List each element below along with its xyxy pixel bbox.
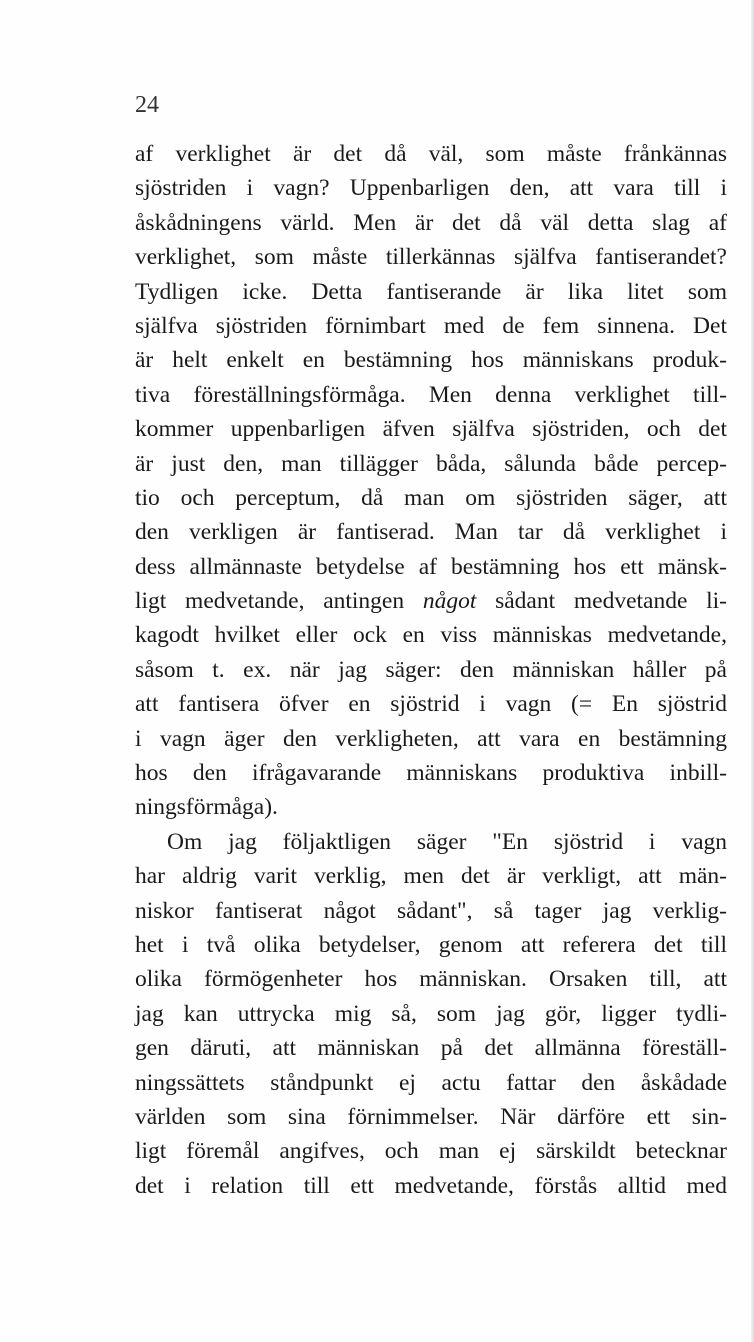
text-line: het i två olika betydelser, genom att referera det till: [135, 931, 727, 958]
paragraph-start: Om jag följaktligen säger "En sjöstrid i vagn: [167, 828, 727, 855]
text-line: af verklighet är det då väl, som måste frånkännas: [135, 141, 727, 167]
text-line: ligt föremål angifves, och man ej särskildt betecknar: [135, 1138, 727, 1165]
text-line: sjöstriden i vagn? Uppenbarligen den, att vara till i: [135, 175, 727, 202]
text-line: jag kan uttrycka mig så, som jag gör, ligger tydli-: [135, 1000, 727, 1027]
text-line: dess allmännaste betydelse af bestämning hos ett mänsk-: [135, 553, 727, 580]
line-suffix: sådant medvetande li-: [476, 588, 727, 615]
text-line: har aldrig varit verklig, men det är verkligt, att män-: [135, 863, 727, 890]
page-number: 24: [135, 92, 159, 118]
text-line: världen som sina förnimmelser. När därföre ett sin-: [135, 1103, 727, 1130]
text-line: tiva föreställningsförmåga. Men denna verklighet till-: [135, 381, 727, 408]
text-line: hos den ifrågavarande människans produktiva inbill-: [135, 760, 727, 787]
text-line: kommer uppenbarligen äfven själfva sjöstriden, och det: [135, 416, 727, 443]
text-line: såsom t. ex. när jag säger: den människan håller på: [135, 656, 727, 683]
text-line: i vagn äger den verkligheten, att vara en bestämning: [135, 725, 727, 752]
text-line: är helt enkelt en bestämning hos människans produk-: [135, 347, 727, 374]
body-text: [135, 137, 727, 1203]
text-line-with-emphasis: [135, 584, 727, 618]
emphasized-word: något: [422, 588, 477, 615]
text-line: det i relation till ett medvetande, förstås alltid med: [135, 1172, 727, 1199]
text-line: är just den, man tillägger båda, sålunda både percep-: [135, 450, 727, 477]
text-line: ningssättets ståndpunkt ej actu fattar den åskådade: [135, 1069, 727, 1096]
text-line: att fantisera öfver en sjöstrid i vagn (= En sjöstrid: [135, 691, 727, 718]
text-line: olika förmögenheter hos människan. Orsaken till, att: [135, 966, 727, 993]
text-line: den verkligen är fantiserad. Man tar då verklighet i: [135, 519, 727, 546]
text-line: åskådningens värld. Men är det då väl detta slag af: [135, 209, 727, 236]
text-line: verklighet, som måste tillerkännas själfva fantiserandet?: [135, 244, 727, 271]
text-line: kagodt hvilket eller ock en viss människas medvetande,: [135, 622, 727, 649]
text-line: gen däruti, att människan på det allmänna föreställ-: [135, 1035, 727, 1062]
text-line: niskor fantiserat något sådant", så tager jag verklig-: [135, 897, 727, 924]
text-line: tio och perceptum, då man om sjöstriden säger, att: [135, 484, 727, 511]
text-line: ningsförmåga).: [135, 794, 278, 821]
line-prefix: ligt medvetande, antingen: [135, 588, 423, 615]
text-line: Tydligen icke. Detta fantiserande är lika litet som: [135, 278, 727, 305]
text-line: själfva sjöstriden förnimbart med de fem sinnena. Det: [135, 312, 727, 339]
